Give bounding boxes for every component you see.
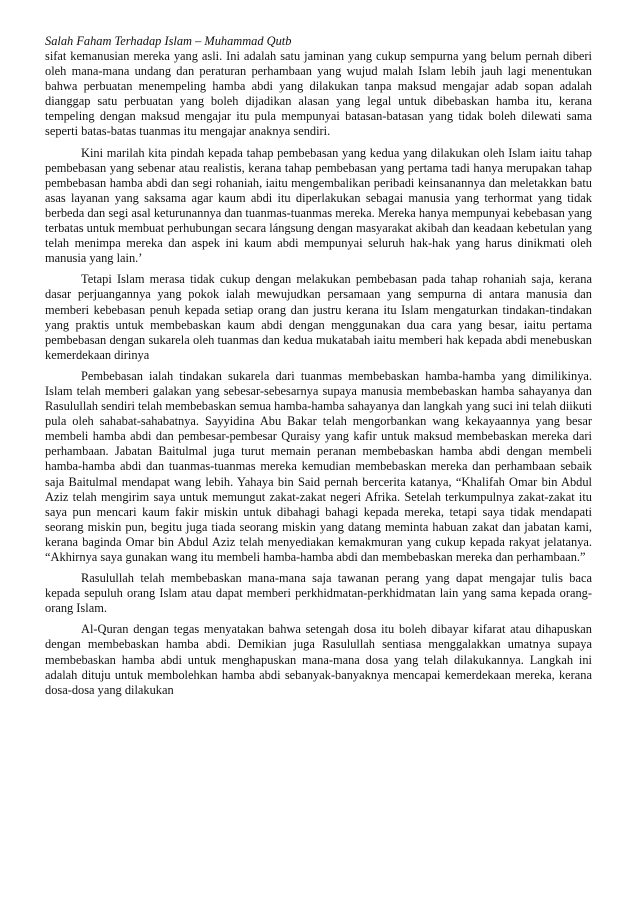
paragraph-voluntary-release: Pembebasan ialah tindakan sukarela dari tuanmas membebaskan hamba-hamba yang dimilikinya. Islam telah memberi galakan yang sebesar-sebesarnya supaya manusia membebaskan hamba sahayanya dan Rasulullah sendiri telah membebaskan semua hamba-hamba sahayanya dan langkah yang suci ini telah diikuti pula oleh sahabat-sahabatnya. Sayyidina Abu Bakar telah mengorbankan wang kekayaannya yang besar membeli hamba abdi dan pembesar-pembesar Quraisy yang kafir untuk maksud membebaskan mereka dari perhambaan. Jabatan Baitulmal juga turut memain peranan membebaskan hamba abdi dengan membeli hamba-hamba abdi dan tuanmas-tuanmas mereka kemudian membebaskan mereka dan perhambaan sebaik saja Baitulmal mendapat wang lebih. Yahaya bin Said pernah bercerita katanya, “Khalifah Omar bin Abdul Aziz telah mengirim saya untuk memungut zakat-zakat negeri Afrika. Setelah terkumpulnya zakat-zakat itu saya pun mencari kaum fakir miskin untuk dibahagi bahagi kepada mereka, tetapi saya tidak mendapati seorang miskin pun, begitu juga tiada seorang miskin yang datang meminta habuan zakat dan jabatan kami, kerana baginda Omar bin Abdul Aziz telah menyediakan kemakmuran yang cukup kepada rakyat jelatanya. “Akhirnya saya gunakan wang itu membeli hamba-hamba abdi dan membebaskan mereka dan perhambaan.” [45, 368, 592, 564]
paragraph-prisoners-of-war: Rasulullah telah membebaskan mana-mana saja tawanan perang yang dapat mengajar tulis baca kepada sepuluh orang Islam atau dapat memberi perkhidmatan-perkhidmatan lain yang sama kepada orang-orang Islam. [45, 571, 592, 616]
paragraph-practical-measures: Tetapi Islam merasa tidak cukup dengan melakukan pembebasan pada tahap rohaniah saja, kerana dasar perjuangannya yang pokok ialah mewujudkan persamaan yang sempurna di antara manusia dan memberi kebebasan penuh kepada setiap orang dan justru kerana itu Islam mengaturkan tindakan-tindakan yang praktis untuk membebaskan kaum abdi dengan menggunakan dua cara yang besar, iaitu pertama pembebasan dengan sukarela oleh tuanmas dan kedua mukatabah iaitu memberi hak kepada abdi menebuskan kemerdekaan dirinya [45, 272, 592, 362]
paragraph-second-stage: Kini marilah kita pindah kepada tahap pembebasan yang kedua yang dilakukan oleh Islam iaitu tahap pembebasan yang sebenar atau realistis, kerana tahap pembebasan yang pertama tadi hanya merupakan tahap pembebasan hamba abdi dan segi rohaniah, iaitu mengembalikan peribadi keinsanannya dan meletakkan batu asas layanan yang saksama agar kaum abdi itu diperlakukan sebagai manusia yang terhormat yang tidak berbeda dan segi asal keturunannya dan tuanmas-tuanmas mereka. Mereka hanya mempunyai kebebasan yang terbatas untuk membuat perhubungan secara lángsung dengan masyarakat akibah dan keadaan kebetulan yang telah menimpa mereka dan aspek ini kaum abdi mempunyai seluruh hak-hak yang harus dinikmati oleh manusia yang lain.’ [45, 145, 592, 266]
paragraph-kaffarah: Al-Quran dengan tegas menyatakan bahwa setengah dosa itu boleh dibayar kifarat atau dihapuskan dengan membebaskan hamba abdi. Demikian juga Rasulullah sentiasa menggalakkan umatnya supaya membebaskan hamba abdi untuk menghapuskan mana-mana dosa yang telah dilakukannya. Langkah ini adalah dituju untuk membolehkan hamba abdi sebanyak-banyaknya mencapai kemerdekaan mereka, kerana dosa-dosa yang dilakukan [45, 622, 592, 697]
paragraph-continuation: sifat kemanusian mereka yang asli. Ini adalah satu jaminan yang cukup sempurna yang belum pernah diberi oleh mana-mana undang dan peraturan perhambaan yang wujud malah Islam lebih jauh lagi menentukan bahwa perbuatan menempeling hamba abdi yang dilakukan tanpa maksud mengajar adab sopan adalah dianggap satu perbuatan yang boleh dijadikan alasan yang legal untuk dibebaskan hamba itu, kerana tempeling dengan maksud mengajar itu pula mempunyai batasan-batasan yang tidak boleh dilewati sama seperti batas-batas tuanmas itu mengajar anaknya sendiri. [45, 49, 592, 139]
running-header: Salah Faham Terhadap Islam – Muhammad Qutb [45, 34, 292, 48]
